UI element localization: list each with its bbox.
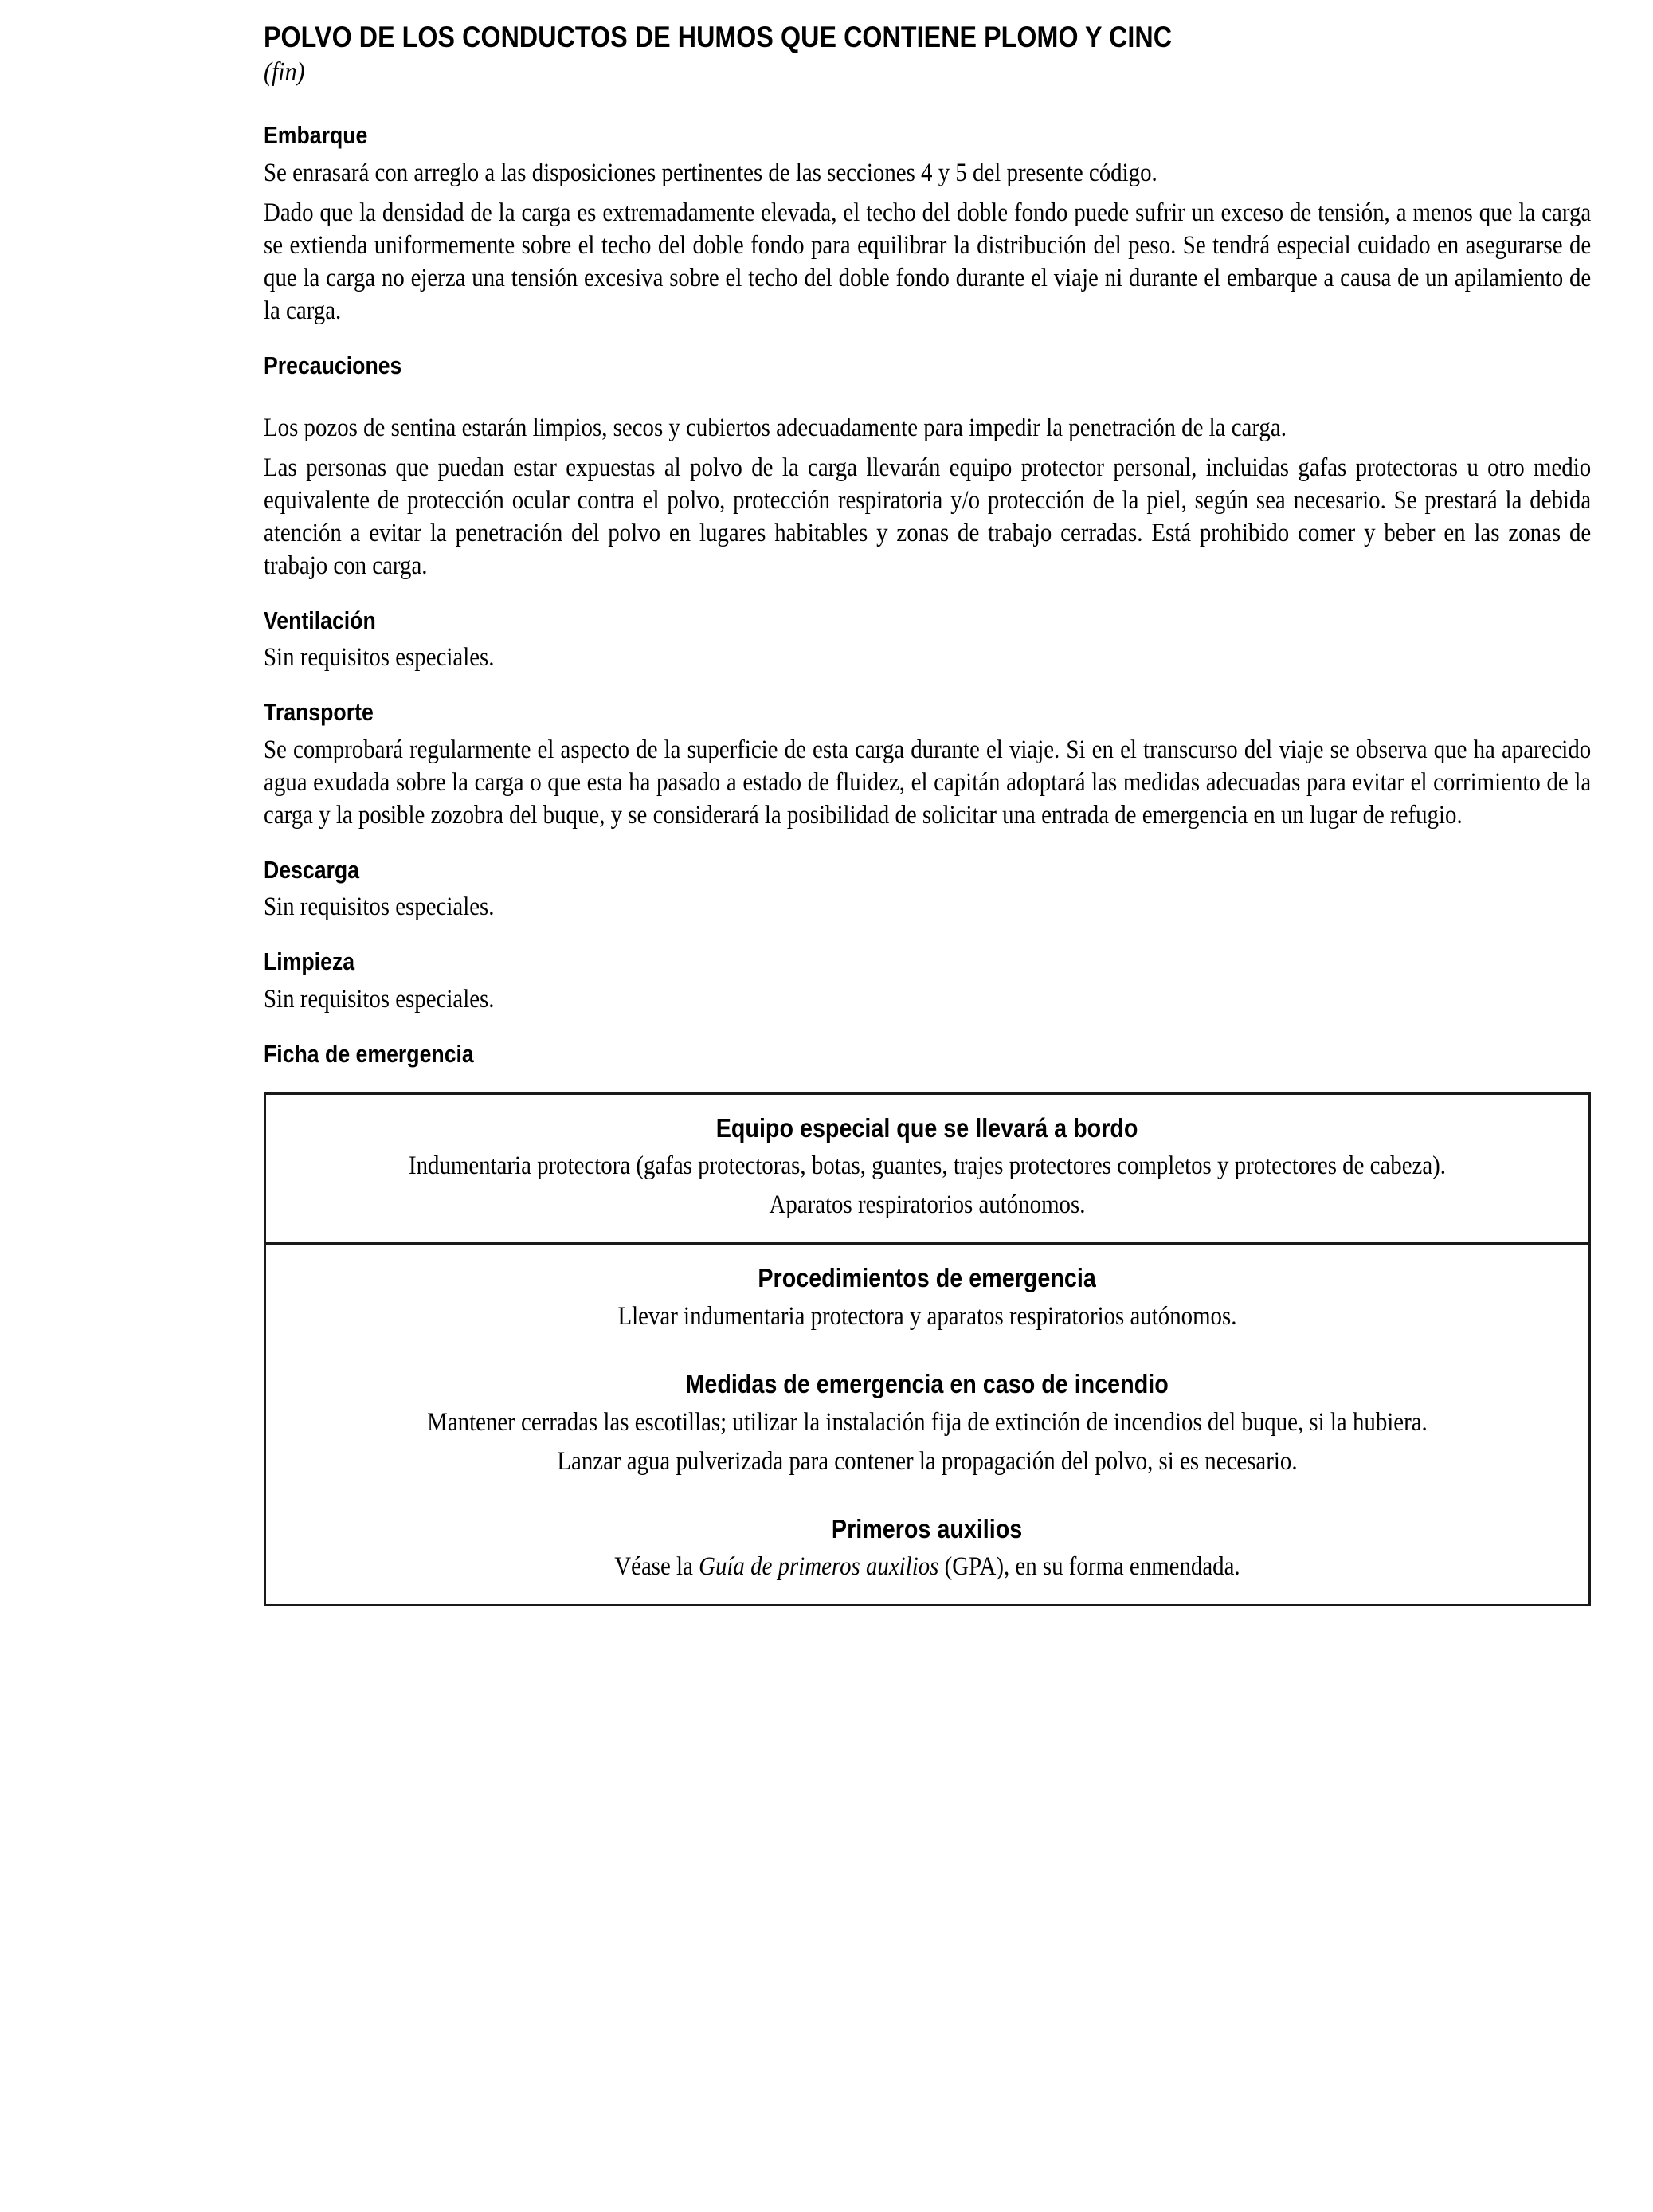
emergency-equipo-title: Equipo especial que se llevará a bordo [716, 1112, 1138, 1143]
section-heading-limpieza: Limpieza [264, 947, 355, 976]
emergency-equipo-line-1: Indumentaria protectora (gafas protectoras, botas, guantes, trajes protectores completos y protectores de cabeza). [408, 1151, 1447, 1181]
emergency-incendio-line-2: Lanzar agua pulverizada para contener la propagación del polvo, si es necesario. [557, 1446, 1298, 1476]
emergency-procedimientos-title: Procedimientos de emergencia [758, 1263, 1097, 1293]
emergency-incendio-line-1: Mantener cerradas las escotillas; utilizar la instalación fija de extinción de incendios del buque, si la hubiera. [427, 1407, 1428, 1437]
paragraph-descarga-1: Sin requisitos especiales. [264, 892, 495, 922]
primeros-auxilios-guide-title: Guía de primeros auxilios [699, 1552, 939, 1582]
primeros-auxilios-suffix: (GPA), en su forma enmendada. [938, 1552, 1240, 1582]
section-heading-ventilacion: Ventilación [264, 606, 376, 634]
section-heading-embarque: Embarque [264, 121, 368, 150]
paragraph-embarque-1: Se enrasará con arreglo a las disposiciones pertinentes de las secciones 4 y 5 del presente código. [264, 158, 1157, 187]
emergency-procedimientos-line-1: Llevar indumentaria protectora y aparatos respiratorios autónomos. [617, 1301, 1237, 1331]
paragraph-limpieza-1: Sin requisitos especiales. [264, 985, 495, 1014]
paragraph-embarque-2: Dado que la densidad de la carga es extremadamente elevada, el techo del doble fondo puede sufrir un exceso de tensión, a menos que la carga se extienda uniformemente sobre el techo del doble fondo para equilibrar la distribución del peso. Se tendrá especial cuidado en asegurarse de que la carga no ejerza una tensión excesiva sobre el techo del doble fondo durante el viaje ni durante el embarque a causa de un apilamiento de la carga. [264, 198, 1592, 325]
paragraph-transporte-1: Se comprobará regularmente el aspecto de la superficie de esta carga durante el viaje. Si en el transcurso del viaje se observa que ha aparecido agua exudada sobre la carga o que esta ha pasado a estado de fluidez, el capitán adoptará las medidas adecuadas para evitar el corrimiento de la carga y la posible zozobra del buque, y se considerará la posibilidad de solicitar una entrada de emergencia en un lugar de refugio. [264, 735, 1592, 830]
emergency-section-equipo [266, 1095, 1588, 1243]
page-title: POLVO DE LOS CONDUCTOS DE HUMOS QUE CONTIENE PLOMO Y CINC [264, 21, 1173, 53]
emergency-schedule-box [264, 1092, 1591, 1606]
paragraph-precauciones-2: Las personas que puedan estar expuestas al polvo de la carga llevarán equipo protector personal, incluidas gafas protectoras u otro medio equivalente de protección ocular contra el polvo, protección respiratoria y/o protección de la piel, según sea necesario. Se prestará la debida atención a evitar la penetración del polvo en lugares habitables y zonas de trabajo cerradas. Está prohibido comer y beber en las zonas de trabajo con carga. [264, 453, 1592, 580]
emergency-incendio-title: Medidas de emergencia en caso de incendio [685, 1368, 1169, 1398]
section-heading-precauciones: Precauciones [264, 351, 402, 379]
page-subtitle: (fin) [264, 57, 305, 88]
emergency-equipo-line-2: Aparatos respiratorios autónomos. [769, 1190, 1086, 1220]
section-heading-transporte: Transporte [264, 698, 374, 727]
emergency-section-procedimientos [266, 1242, 1588, 1604]
emergency-primeros-auxilios-line-1 [287, 1551, 1568, 1583]
paragraph-ventilacion-1: Sin requisitos especiales. [264, 643, 495, 673]
emergency-primeros-auxilios-title: Primeros auxilios [832, 1513, 1023, 1543]
primeros-auxilios-prefix: Véase la [614, 1552, 699, 1582]
section-heading-ficha-emergencia: Ficha de emergencia [264, 1040, 474, 1069]
page-content [264, 21, 1591, 1606]
section-heading-descarga: Descarga [264, 855, 360, 884]
paragraph-precauciones-1: Los pozos de sentina estarán limpios, secos y cubiertos adecuadamente para impedir la penetración de la carga. [264, 413, 1287, 442]
